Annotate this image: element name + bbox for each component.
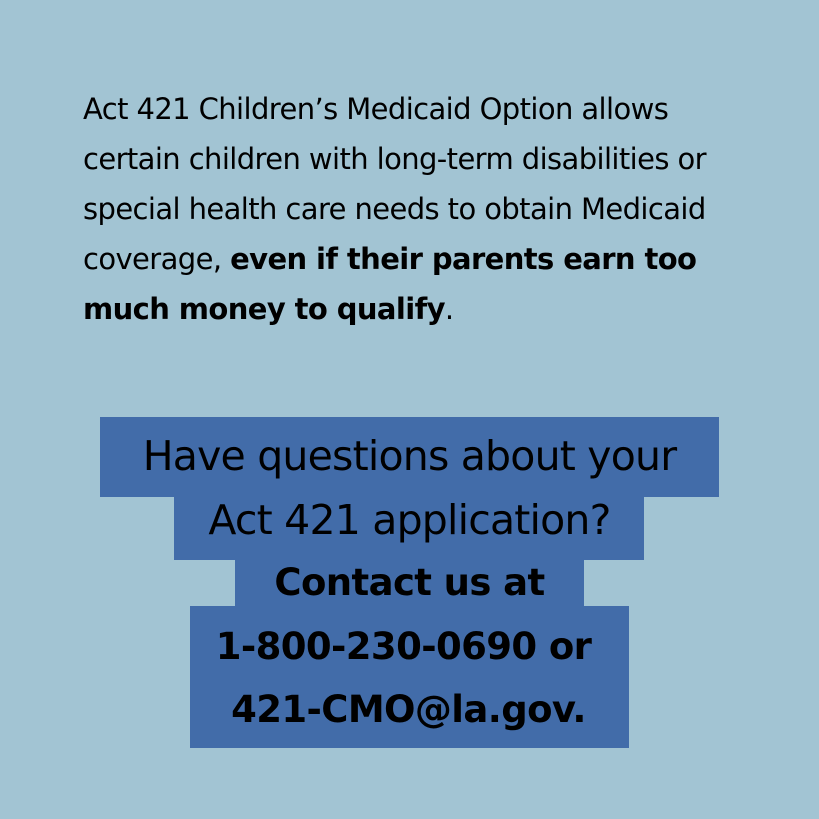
intro-bold-text: even if their parents earn too much money to qualify (83, 242, 697, 326)
callout-contact-label: Contact us at (274, 561, 545, 604)
callout-question-line-2: Act 421 application? (208, 496, 611, 544)
callout-question-line-1: Have questions about your (142, 432, 677, 480)
intro-period: . (444, 292, 454, 326)
callout-phone: 1-800-230-0690 or (215, 625, 592, 668)
callout-email: 421-CMO@la.gov. (231, 688, 586, 731)
intro-paragraph (83, 84, 763, 334)
intro-text: Act 421 Children’s Medicaid Option allows certain children with long-term disabilities or special health care needs to obtain Medicaid coverage, (83, 92, 706, 276)
